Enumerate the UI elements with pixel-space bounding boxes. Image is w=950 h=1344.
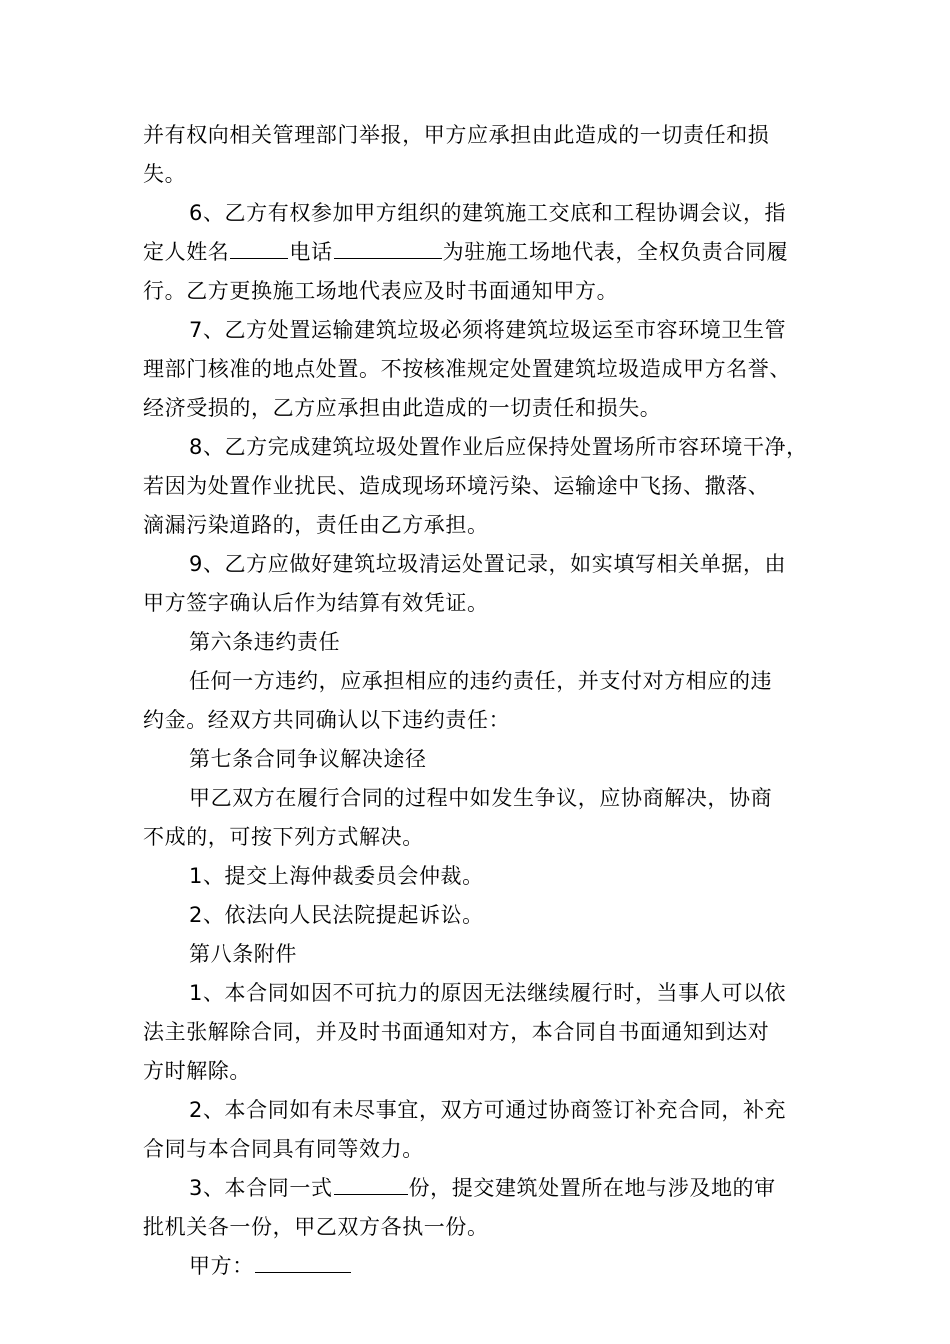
text-fragment: 定人姓名 [143, 240, 230, 264]
text-line: 失。 [143, 162, 187, 186]
text-line: 甲乙双方在履行合同的过程中如发生争议，应协商解决，协商 [189, 786, 773, 810]
dispute-option-1 [143, 857, 815, 896]
signature-blank-field[interactable] [255, 1250, 351, 1273]
text-line: 约金。经双方共同确认以下违约责任： [143, 708, 511, 732]
clause-9-records [143, 545, 815, 623]
text-fragment: 3、本合同一式 [189, 1176, 333, 1200]
text-line: 批机关各一份，甲乙双方各执一份。 [143, 1215, 489, 1239]
signature-party-a [143, 1247, 815, 1286]
name-blank-field[interactable] [230, 236, 288, 259]
text-line: 理部门核准的地点处置。不按核准规定处置建筑垃圾造成甲方名誉、 [143, 357, 791, 381]
text-fragment: 为驻施工场地代表，全权负责合同履 [442, 240, 789, 264]
text-line: 6、乙方有权参加甲方组织的建筑施工交底和工程协调会议，指 [189, 201, 787, 225]
clause-7-disposal-site [143, 311, 815, 428]
text-line: 并有权向相关管理部门举报，甲方应承担由此造成的一切责任和损 [143, 123, 770, 147]
text-line [143, 1247, 815, 1286]
article-8-item-1 [143, 974, 815, 1091]
article-7-body [143, 779, 815, 857]
clause-8-cleanliness [143, 428, 815, 545]
document-body [143, 116, 815, 1286]
paragraph-continuation [143, 116, 815, 194]
text-line [143, 233, 815, 272]
text-line: 8、乙方完成建筑垃圾处置作业后应保持处置场所市容环境干净， [189, 435, 808, 459]
text-fragment: 份，提交建筑处置所在地与涉及地的审 [408, 1176, 776, 1200]
text-fragment: 电话 [289, 240, 333, 264]
text-line: 7、乙方处置运输建筑垃圾必须将建筑垃圾运至市容环境卫生管 [189, 318, 787, 342]
heading-text: 第六条违约责任 [189, 630, 341, 654]
text-line: 任何一方违约，应承担相应的违约责任，并支付对方相应的违 [189, 669, 773, 693]
article-8-item-3 [143, 1169, 815, 1247]
text-line: 9、乙方应做好建筑垃圾清运处置记录，如实填写相关单据，由 [189, 552, 787, 576]
text-line: 2、依法向人民法院提起诉讼。 [189, 903, 484, 927]
text-line: 行。乙方更换施工场地代表应及时书面通知甲方。 [143, 279, 619, 303]
article-7-heading [143, 740, 815, 779]
article-8-heading [143, 935, 815, 974]
text-line: 合同与本合同具有同等效力。 [143, 1137, 424, 1161]
text-line [143, 1169, 815, 1208]
text-line: 若因为处置作业扰民、造成现场环境污染、运输途中飞扬、撒落、 [143, 474, 770, 498]
clause-6-representative [143, 194, 815, 311]
heading-text: 第八条附件 [189, 942, 297, 966]
text-line: 不成的，可按下列方式解决。 [143, 825, 424, 849]
text-line: 2、本合同如有未尽事宜，双方可通过协商签订补充合同，补充 [189, 1098, 787, 1122]
phone-blank-field[interactable] [334, 236, 442, 259]
text-line: 经济受损的，乙方应承担由此造成的一切责任和损失。 [143, 396, 662, 420]
article-6-heading [143, 623, 815, 662]
signature-label: 甲方： [189, 1254, 254, 1278]
heading-text: 第七条合同争议解决途径 [189, 747, 427, 771]
dispute-option-2 [143, 896, 815, 935]
text-line: 1、提交上海仲裁委员会仲裁。 [189, 864, 484, 888]
article-6-body [143, 662, 815, 740]
copies-blank-field[interactable] [334, 1172, 408, 1195]
text-line: 滴漏污染道路的，责任由乙方承担。 [143, 513, 489, 537]
text-line: 方时解除。 [143, 1059, 251, 1083]
text-line: 甲方签字确认后作为结算有效凭证。 [143, 591, 489, 615]
text-line: 法主张解除合同，并及时书面通知对方，本合同自书面通知到达对 [143, 1020, 770, 1044]
text-line: 1、本合同如因不可抗力的原因无法继续履行时，当事人可以依 [189, 981, 787, 1005]
article-8-item-2 [143, 1091, 815, 1169]
